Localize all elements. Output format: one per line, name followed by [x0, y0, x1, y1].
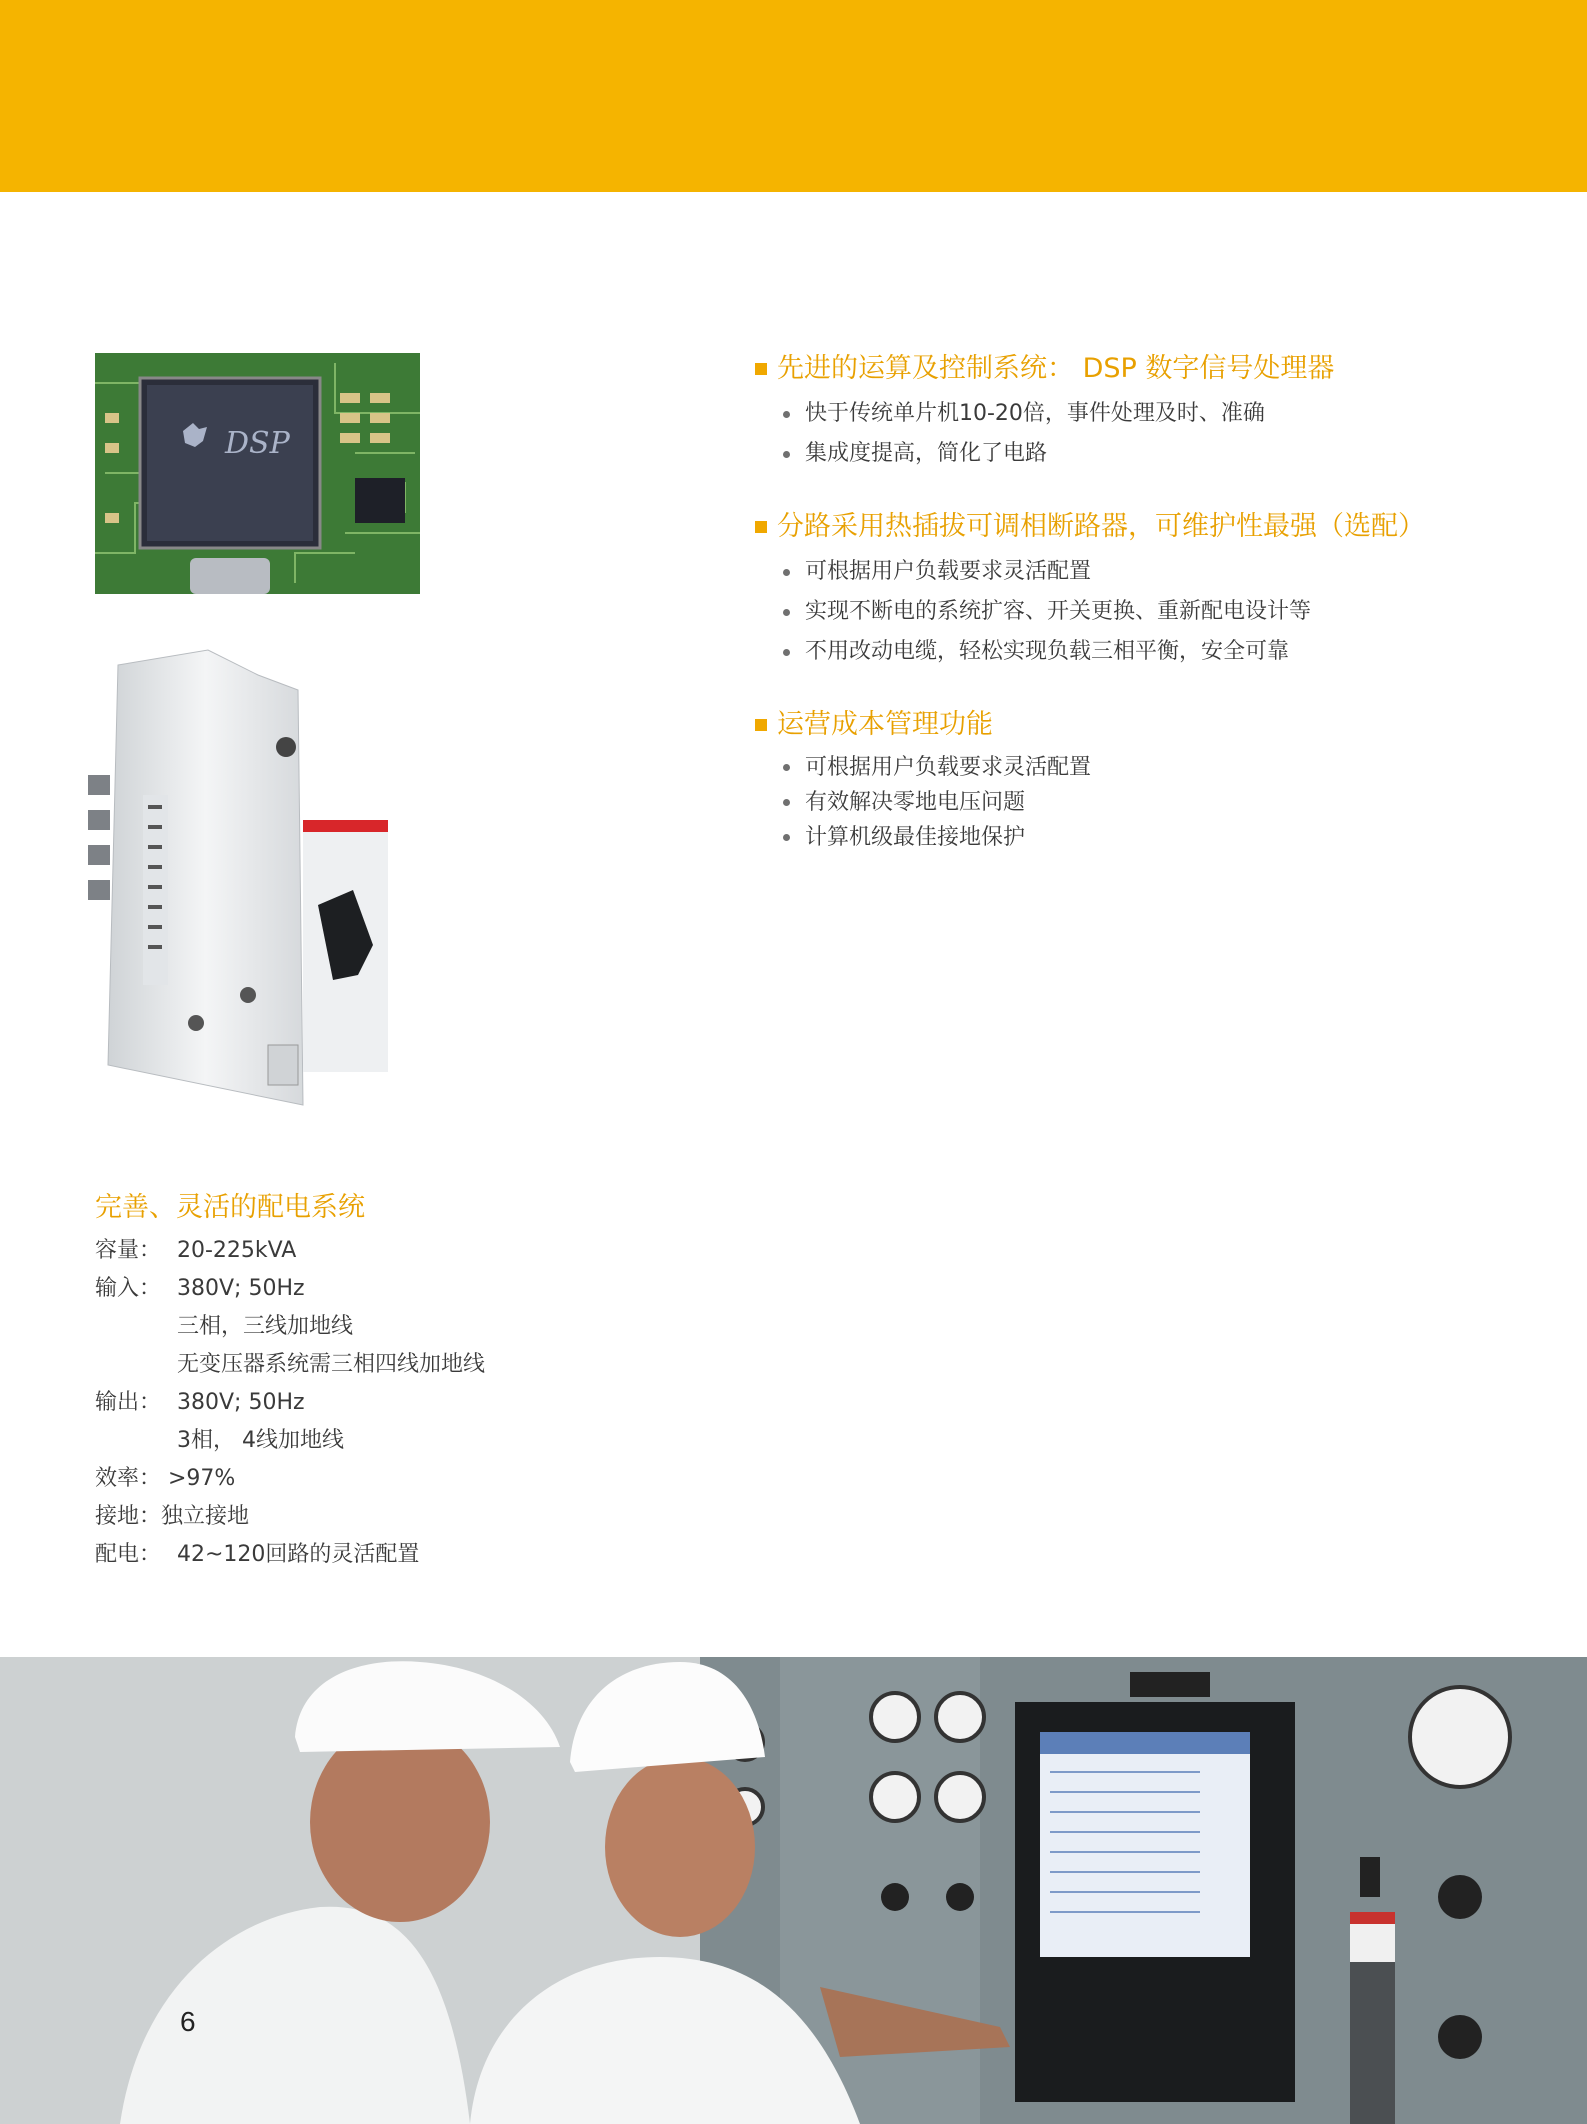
spec-grounding: 接地：独立接地 — [95, 1504, 250, 1529]
bullet-dot-icon — [783, 799, 790, 806]
bullet-dot-icon — [783, 411, 790, 418]
feature-item: 计算机级最佳接地保护 — [783, 820, 1535, 855]
bullet-dot-icon — [783, 451, 790, 458]
spec-input: 输入： 380V; 50Hz — [95, 1276, 305, 1301]
feature-breaker — [755, 508, 1535, 672]
dsp-chip-image — [95, 353, 420, 594]
bullet-dot-icon — [783, 609, 790, 616]
feature-item: 可根据用户负载要求灵活配置 — [783, 750, 1535, 785]
feature-title: 分路采用热插拔可调相断路器，可维护性最强（选配） — [777, 511, 1425, 542]
feature-title: 先进的运算及控制系统： DSP 数字信号处理器 — [777, 353, 1335, 384]
bullet-dot-icon — [783, 764, 790, 771]
spec-input-line: 无变压器系统需三相四线加地线 — [177, 1352, 486, 1377]
feature-item: 不用改动电缆，轻松实现负载三相平衡，安全可靠 — [783, 632, 1535, 672]
square-bullet-icon — [755, 719, 767, 731]
feature-item: 实现不断电的系统扩容、开关更换、重新配电设计等 — [783, 592, 1535, 632]
bullet-dot-icon — [783, 649, 790, 656]
feature-dsp — [755, 350, 1535, 474]
feature-item: 集成度提高，简化了电路 — [783, 434, 1535, 474]
feature-item: 有效解决零地电压问题 — [783, 785, 1535, 820]
bullet-dot-icon — [783, 834, 790, 841]
spec-section — [95, 1188, 695, 1574]
feature-cost — [755, 706, 1535, 855]
spec-efficiency: 效率： >97% — [95, 1466, 236, 1491]
header-band — [0, 0, 1587, 192]
page-number: 6 — [180, 2006, 196, 2037]
spec-capacity: 容量： 20-225kVA — [95, 1238, 297, 1263]
circuit-breaker-image — [88, 645, 393, 1110]
engineers-control-panel-photo — [0, 1657, 1587, 2124]
bullet-dot-icon — [783, 569, 790, 576]
feature-title: 运营成本管理功能 — [777, 709, 993, 740]
square-bullet-icon — [755, 363, 767, 375]
spec-input-line: 三相，三线加地线 — [177, 1314, 354, 1339]
chip-label: DSP — [225, 426, 290, 461]
spec-title: 完善、灵活的配电系统 — [95, 1192, 365, 1223]
spec-distribution: 配电： 42~120回路的灵活配置 — [95, 1542, 420, 1567]
square-bullet-icon — [755, 521, 767, 533]
feature-item: 快于传统单片机10-20倍，事件处理及时、准确 — [783, 394, 1535, 434]
feature-item: 可根据用户负载要求灵活配置 — [783, 552, 1535, 592]
spec-output-line: 3相， 4线加地线 — [177, 1428, 344, 1453]
spec-output: 输出： 380V; 50Hz — [95, 1390, 305, 1415]
feature-list — [755, 350, 1535, 889]
